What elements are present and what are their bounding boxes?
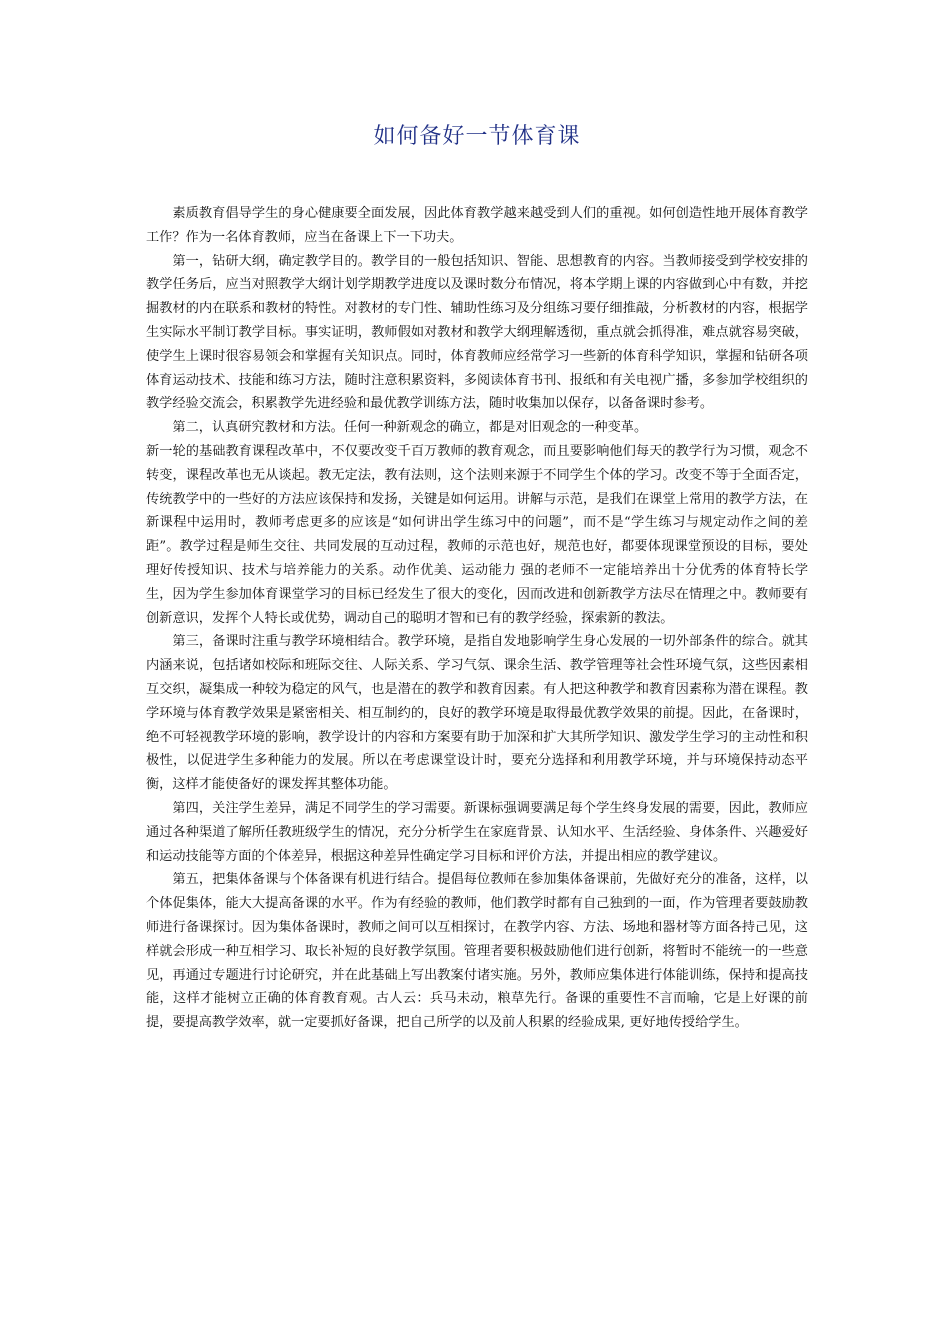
paragraph-point-2-heading: 第二，认真研究教材和方法。任何一种新观念的确立，都是对旧观念的一种变革。	[172, 420, 648, 436]
paragraph-point-1: 第一，钻研大纲，确定教学目的。教学目的一般包括知识、智能、思想教育的内容。当教师接受到学校安排的教学任务后，应当对照教学大纲计划学期教学进度以及课时数分布情况，将本学期上课的内容做到心中有数，并挖掘教材的内在联系和教材的特性。对教材的专门性、辅助性练习及分组练习要仔细推敲，分析教材的内容，根据学生实际水平制订教学目标。事实证明，教师假如对教材和教学大纲理解透彻，重点就会抓得准，难点就容易突破，使学生上课时很容易领会和掌握有关知识点。同时，体育教师应经常学习一些新的体育科学知识，掌握和钻研各项体育运动技术、技能和练习方法，随时注意积累资料，多阅读体育书刊、报纸和有关电视广播，多参加学校组织的教学经验交流会，积累教学先进经验和最优教学训练方法，随时收集加以保存，以备备课时参考。	[146, 253, 808, 412]
paragraph-point-2-body: 新一轮的基础教育课程改革中，不仅要改变千百万教师的教育观念，而且要影响他们每天的教学行为习惯，观念不转变，课程改革也无从谈起。教无定法，教有法则，这个法则来源于不同学生个体的学习。改变不等于全面否定，传统教学中的一些好的方法应该保持和发扬，关键是如何运用。讲解与示范，是我们在课堂上常用的教学方法，在新课程中运用时，教师考虑更多的应该是“如何讲出学生练习中的问题”，而不是“学生练习与规定动作之间的差距”。教学过程是师生交往、共同发展的互动过程，教师的示范也好，规范也好，都要体现课堂预设的目标，要处理好传授知识、技术与培养能力的关系。动作优美、运动能力 强的老师不一定能培养出十分优秀的体育特长学生，因为学生参加体育课堂学习的目标已经发生了很大的变化，因而改进和创新教学方法尽在情理之中。教师要有创新意识，发挥个人特长或优势，调动自己的聪明才智和已有的教学经验，探索新的教法。	[146, 443, 808, 626]
document-page	[146, 0, 808, 1035]
paragraph-point-3: 第三，备课时注重与教学环境相结合。教学环境，是指自发地影响学生身心发展的一切外部条件的综合。就其内涵来说，包括诸如校际和班际交往、人际关系、学习气氛、课余生活、教学管理等社会性环境气氛，这些因素相互交织，凝集成一种较为稳定的风气，也是潜在的教学和教育因素。有人把这种教学和教育因素称为潜在课程。教学环境与体育教学效果是紧密相关、相互制约的，良好的教学环境是取得最优教学效果的前提。因此，在备课时，绝不可轻视教学环境的影响，教学设计的内容和方案要有助于加深和扩大其所学知识、激发学生学习的主动性和积极性，以促进学生多种能力的发展。所以在考虑课堂设计时，要充分选择和利用教学环境，并与环境保持动态平衡，这样才能使备好的课发挥其整体功能。	[146, 634, 808, 793]
paragraph-point-4: 第四，关注学生差异，满足不同学生的学习需要。新课标强调要满足每个学生终身发展的需要，因此，教师应通过各种渠道了解所任教班级学生的情况，充分分析学生在家庭背景、认知水平、生活经验、身体条件、兴趣爱好和运动技能等方面的个体差异，根据这种差异性确定学习目标和评价方法，并提出相应的教学建议。	[146, 800, 808, 864]
document-title: 如何备好一节体育课	[373, 124, 581, 149]
paragraph-intro: 素质教育倡导学生的身心健康要全面发展，因此体育教学越来越受到人们的重视。如何创造性地开展体育教学工作？作为一名体育教师，应当在备课上下一下功夫。	[146, 206, 808, 245]
paragraph-point-5: 第五，把集体备课与个体备课有机进行结合。提倡每位教师在参加集体备课前，先做好充分的准备，这样，以个体促集体，能大大提高备课的水平。作为有经验的教师，他们教学时都有自己独到的一面，作为管理者要鼓励教师进行备课探讨。因为集体备课时，教师之间可以互相探讨，在教学内容、方法、场地和器材等方面各持己见，这样就会形成一种互相学习、取长补短的良好教学氛围。管理者要积极鼓励他们进行创新，将暂时不能统一的一些意见，再通过专题进行讨论研究，并在此基础上写出教案付诸实施。另外，教师应集体进行体能训练，保持和提高技能，这样才能树立正确的体育教育观。古人云：兵马未动，粮草先行。备课的重要性不言而喻，它是上好课的前提，要提高教学效率，就一定要抓好备课，把自己所学的以及前人积累的经验成果, 更好地传授给学生。	[146, 872, 808, 1031]
document-body	[146, 202, 808, 1035]
